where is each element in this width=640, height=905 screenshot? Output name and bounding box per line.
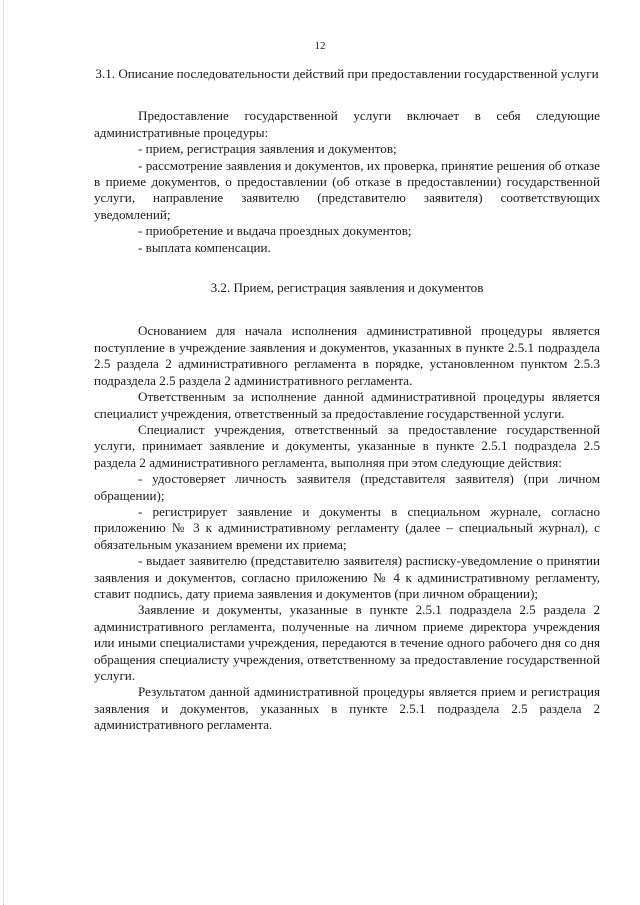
action-item: - выдает заявителю (представителю заявителя) расписку-уведомление о принятии заявления и документов, согласно приложению № 4 к административному регламенту, ставит подпись, дату приема заявления и документов (при личном обращении);: [94, 553, 600, 601]
procedure-item: - выплата компенсации.: [138, 239, 271, 255]
section-3-1-heading: 3.1. Описание последовательности действий при предоставлении государственной услуги: [95, 66, 599, 81]
action-item: - удостоверяет личность заявителя (представителя заявителя) (при личном обращении);: [94, 471, 600, 503]
body-paragraph: Ответственным за исполнение данной административной процедуры является специалист учреждения, ответственный за предоставление государственной услуги.: [94, 389, 600, 421]
scan-edge-line: [3, 0, 4, 905]
procedure-item: - прием, регистрация заявления и документов;: [138, 141, 397, 157]
body-paragraph: Специалист учреждения, ответственный за предоставление государственной услуги, принимает заявление и документы, указанные в пункте 2.5.1 подраздела 2.5 раздела 2 административного регламента, выполняя при этом следующие действия:: [94, 421, 600, 470]
body-paragraph: Основанием для начала исполнения административной процедуры является поступление в учреждение заявления и документов, указанных в пункте 2.5.1 подраздела 2.5 раздела 2 административного регламента в порядке, установленном пунктом 2.5.3 подраздела 2.5 раздела 2 административного регламента.: [94, 323, 600, 388]
procedure-item: - приобретение и выдача проездных документов;: [138, 223, 412, 239]
body-paragraph: Результатом данной административной процедуры является прием и регистрация заявления и документов, указанных в пункте 2.5.1 подраздела 2.5 раздела 2 административного регламента.: [94, 684, 600, 733]
page-content: [94, 66, 600, 734]
action-item: - регистрирует заявление и документы в специальном журнале, согласно приложению № 3 к административному регламенту (далее – специальный журнал), с обязательным указанием времени их приема;: [94, 503, 600, 552]
body-paragraph: Заявление и документы, указанные в пункте 2.5.1 подраздела 2.5 раздела 2 административного регламента, полученные на личном приеме директора учреждения или иными специалистами учреждения, передаются в течение одного рабочего дня со дня обращения специалисту учреждения, ответственному за предоставление государственной услуги.: [94, 602, 600, 683]
page-number: 12: [314, 40, 326, 52]
section-3-1-intro: Предоставление государственной услуги включает в себя следующие административные процедуры:: [94, 108, 600, 140]
procedure-item: - рассмотрение заявления и документов, их проверка, принятие решения об отказе в приеме документов, о предоставлении (об отказе в предоставлении) государственной услуги, направление заявителю (представителю заявителя) соответствующих уведомлений;: [94, 157, 600, 222]
section-3-2-heading: 3.2. Прием, регистрация заявления и документов: [210, 280, 484, 296]
